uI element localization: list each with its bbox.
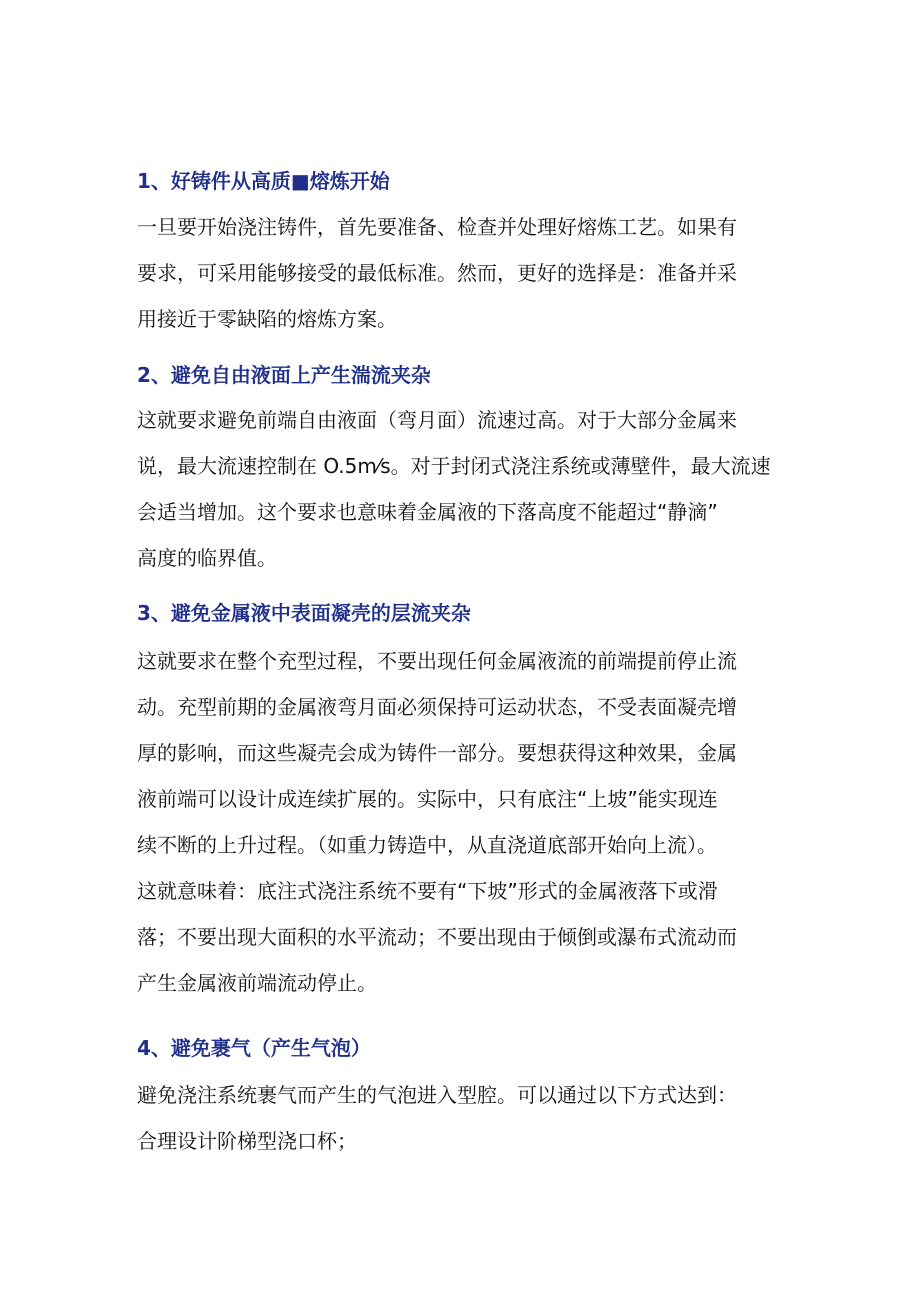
paragraph-line: 液前端可以设计成连续扩展的。实际中，只有底注“上坡”能实现连 <box>137 787 718 811</box>
paragraph-line: 落；不要出现大面积的水平流动；不要出现由于倾倒或瀑布式流动而 <box>137 925 737 949</box>
section-3-paragraph <box>137 638 797 1006</box>
paragraph-line: 用接近于零缺陷的熔炼方案。 <box>137 307 397 331</box>
paragraph-line: 这就要求在整个充型过程，不要出现任何金属液流的前端提前停止流 <box>137 649 737 673</box>
paragraph-line: 厚的影响，而这些凝壳会成为铸件一部分。要想获得这种效果，金属 <box>137 741 737 765</box>
paragraph-line: 这就要求避免前端自由液面（弯月面）流速过高。对于大部分金属来 <box>137 408 737 432</box>
paragraph-line: 会适当增加。这个要求也意味着金属液的下落高度不能超过“静滴” <box>137 500 718 524</box>
paragraph-line: 合理设计阶梯型浇口杯； <box>137 1129 357 1153</box>
paragraph-line: 产生金属液前端流动停止。 <box>137 971 377 995</box>
section-3-heading: 3、避免金属液中表面凝壳的层流夹杂 <box>137 601 471 625</box>
section-2-paragraph <box>137 397 797 581</box>
paragraph-line: 续不断的上升过程。（如重力铸造中，从直浇道底部开始向上流）。 <box>137 833 717 857</box>
paragraph-line: 说，最大流速控制在 O.5m⁄s。对于封闭式浇注系统或薄壁件，最大流速 <box>137 454 771 478</box>
paragraph-line: 这就意味着：底注式浇注系统不要有“下坡”形式的金属液落下或滑 <box>137 879 718 903</box>
section-4-paragraph <box>137 1072 797 1164</box>
section-4-heading: 4、避免裹气（产生气泡） <box>137 1036 371 1060</box>
paragraph-line: 动。充型前期的金属液弯月面必须保持可运动状态，不受表面凝壳增 <box>137 695 737 719</box>
section-1-paragraph <box>137 204 797 342</box>
paragraph-line: 要求，可采用能够接受的最低标准。然而，更好的选择是：准备并采 <box>137 261 737 285</box>
paragraph-line: 避免浇注系统裹气而产生的气泡进入型腔。可以通过以下方式达到： <box>137 1083 737 1107</box>
section-1-heading: 1、好铸件从高质■熔炼开始 <box>137 169 390 193</box>
section-2-heading: 2、避免自由液面上产生湍流夹杂 <box>137 363 431 387</box>
paragraph-line: 高度的临界值。 <box>137 546 277 570</box>
paragraph-line: 一旦要开始浇注铸件，首先要准备、检查并处理好熔炼工艺。如果有 <box>137 215 737 239</box>
